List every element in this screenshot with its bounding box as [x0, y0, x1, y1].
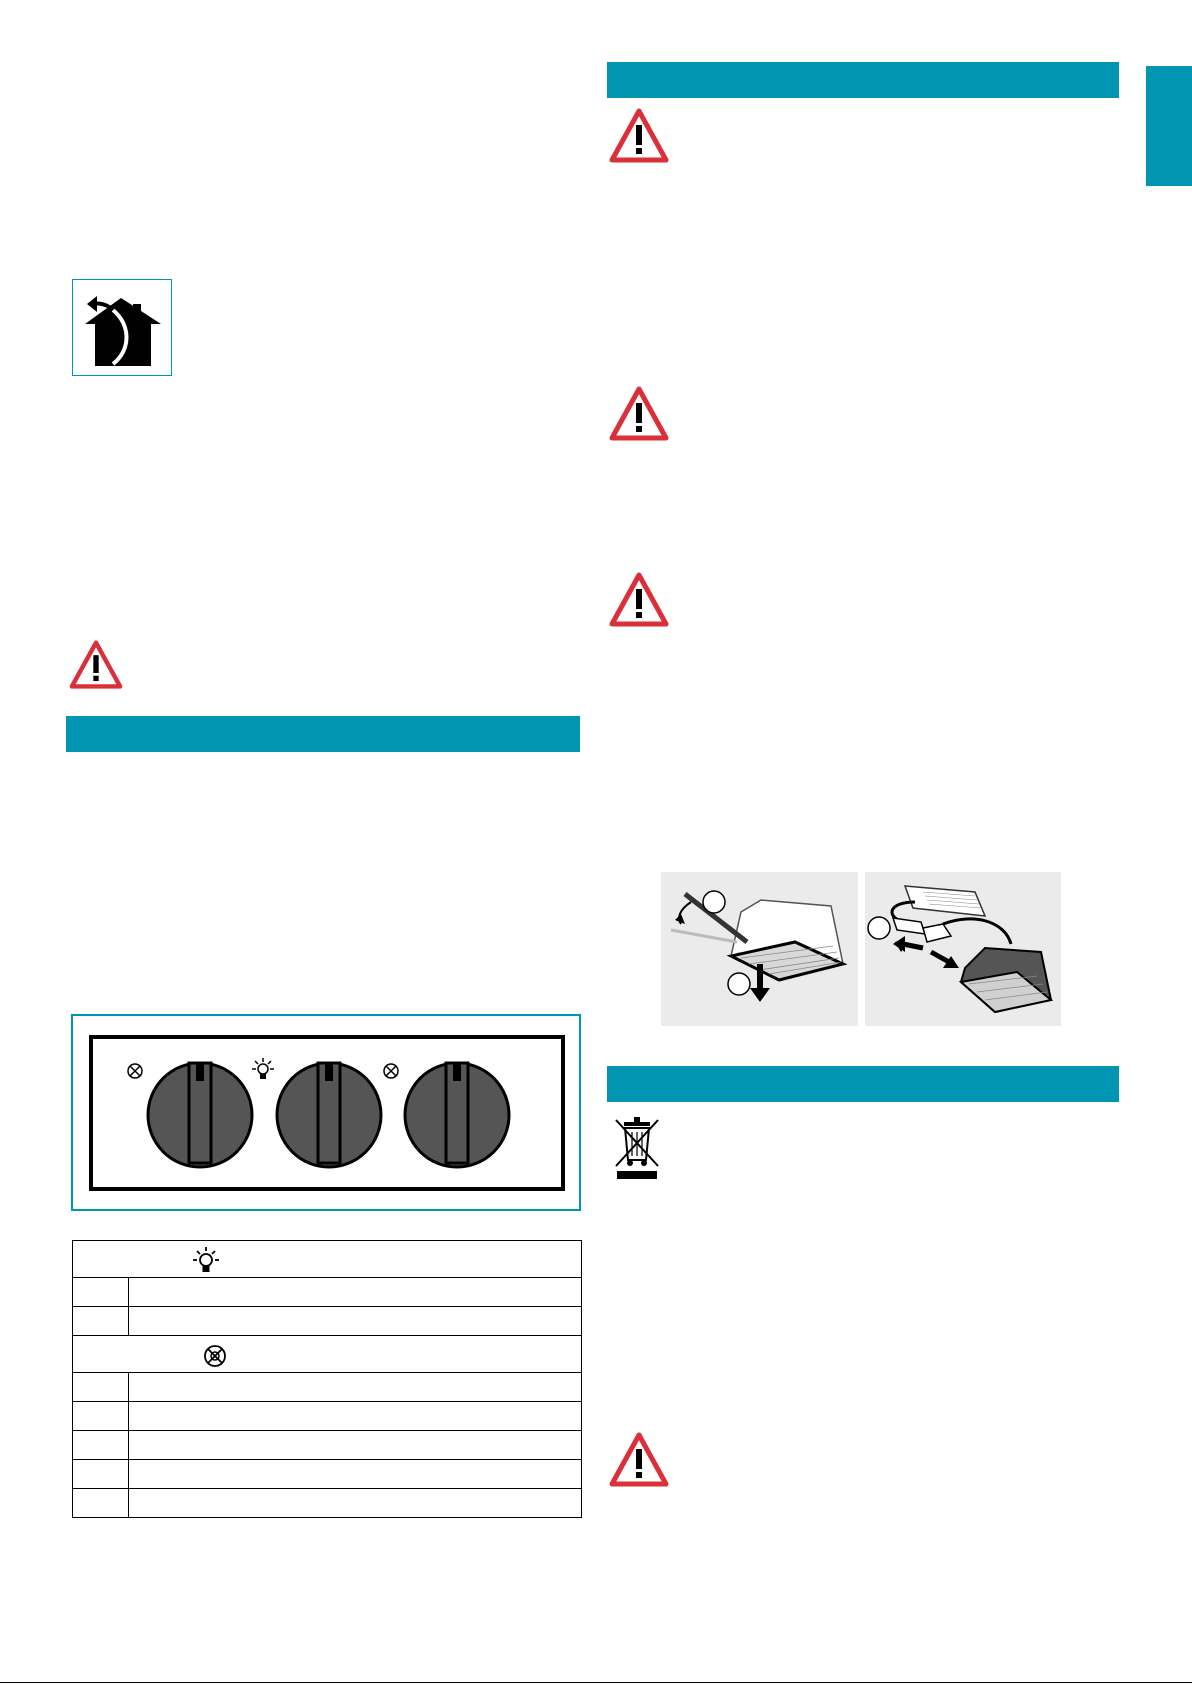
warning-triangle-icon: [609, 1432, 669, 1488]
fan-knob-left: [148, 1063, 252, 1167]
table-row: [73, 1489, 582, 1518]
control-panel-figure: [71, 1014, 581, 1211]
light-header-row: [73, 1241, 582, 1278]
crossed-out-wheelie-bin-icon: [612, 1114, 662, 1180]
warning-triangle-icon: [609, 108, 669, 164]
fan-speed-icon: [384, 1064, 398, 1078]
footer-rule: [0, 1682, 1192, 1683]
table-row: [73, 1278, 582, 1307]
step-marker: [868, 917, 890, 939]
table-row: [73, 1373, 582, 1402]
table-row: [73, 1402, 582, 1431]
step-marker: [728, 973, 750, 995]
table-row: [73, 1460, 582, 1489]
fan-knob-right: [405, 1063, 509, 1167]
section-header-bar-left: [66, 716, 580, 752]
settings-table: [72, 1240, 582, 1518]
section-header-bar-right-1: [607, 62, 1119, 98]
fan-header-row: [73, 1336, 582, 1373]
table-row: [73, 1307, 582, 1336]
fan-speed-icon: [128, 1064, 142, 1078]
control-panel: [89, 1035, 565, 1191]
section-header-bar-right-2: [607, 1066, 1119, 1102]
house-outdoor-venting-icon: [73, 280, 170, 374]
connector-unplug-figure: [865, 872, 1061, 1026]
light-bulb-icon: [252, 1058, 274, 1079]
light-bulb-icon: [191, 1245, 221, 1275]
light-knob: [277, 1063, 381, 1167]
table-row: [73, 1431, 582, 1460]
lamp-removal-figure: [661, 872, 858, 1026]
warning-triangle-icon: [609, 572, 669, 628]
fan-speed-icon: [201, 1342, 229, 1370]
warning-triangle-icon: [609, 386, 669, 442]
warning-triangle-icon: [68, 640, 124, 690]
language-tab: [1146, 66, 1192, 186]
venting-symbol-box: [72, 279, 172, 376]
step-marker: [703, 891, 725, 913]
